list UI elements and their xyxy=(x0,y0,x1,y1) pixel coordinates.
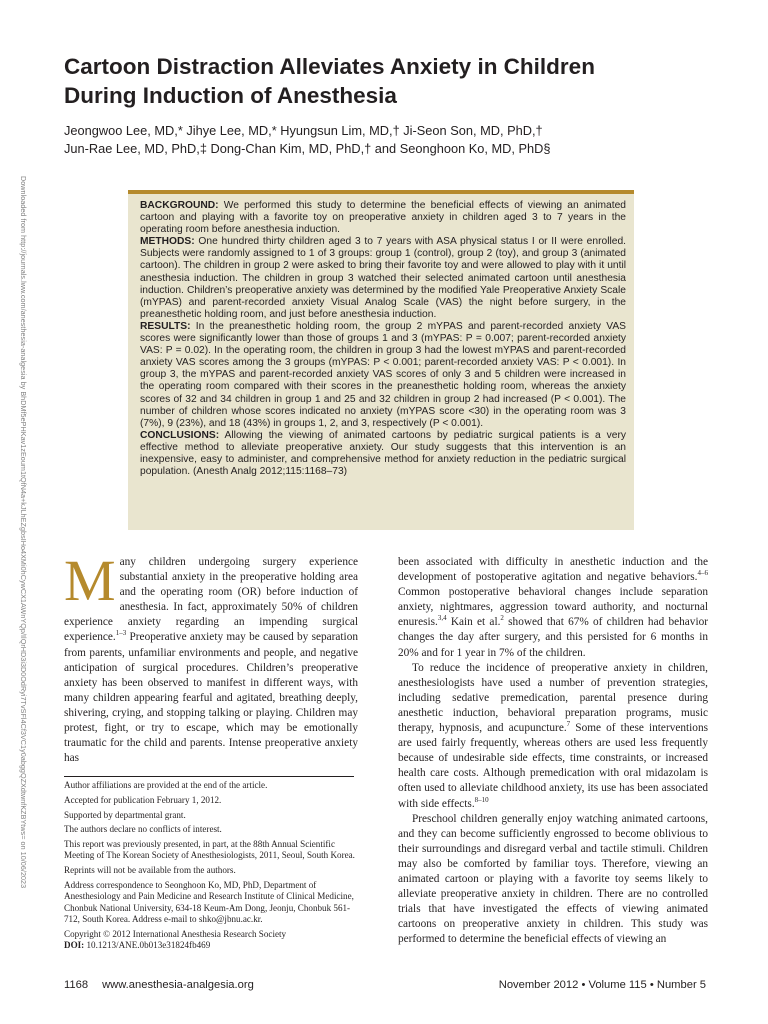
drop-cap: M xyxy=(64,548,116,613)
download-watermark-text: Downloaded from http://journals.lww.com/anesthesia-analgesia by BhDMf5ePHKav1zEoum1tQfN4a+kJLhEZgbsIHo4XMi0hCywCX1AWnYQp/IlQrHD3i3D0OdRyi7TvSFl4Cf3VC1y0abggQZXdtwnfKZBYtws= on 10/06/2023 xyxy=(19,176,28,889)
download-watermark xyxy=(18,176,28,889)
abstract-box xyxy=(128,190,634,530)
footnote-affiliations: Author affiliations are provided at the end of the article. xyxy=(64,780,268,790)
right-paragraph-1 xyxy=(398,555,708,661)
author-list xyxy=(64,122,724,158)
abstract-conclusions xyxy=(140,430,626,478)
body-column-left xyxy=(64,548,358,766)
footnote-correspondence: Address correspondence to Seonghoon Ko, MD, PhD, Department of Anesthesiology and Pain Medicine and Research Institute of Clinical Medicine, Chonbuk National University, 634-18 Keum-Am Dong, Jeonju, Chonbuk 561-712, South Korea. Address e-mail to shko@jbnu.ac.kr. xyxy=(64,880,354,924)
abstract-background-head: BACKGROUND: xyxy=(140,200,219,211)
abstract-background xyxy=(140,200,626,236)
citation-ref: 2 xyxy=(500,614,504,623)
right-paragraph-2 xyxy=(398,661,708,812)
citation-ref: 7 xyxy=(566,720,571,729)
abstract-results-head: RESULTS: xyxy=(140,320,191,332)
footnote-doi xyxy=(64,940,362,951)
footnote-accepted: Accepted for publication February 1, 2012. xyxy=(64,794,222,805)
footnote-copyright: Copyright © 2012 International Anesthesia Research Society xyxy=(64,928,287,939)
journal-website-link[interactable]: www.anesthesia-analgesia.org xyxy=(102,979,254,991)
abstract-results xyxy=(140,321,626,430)
intro-text-continued: Preoperative anxiety may be caused by separation from parents, unfamiliar environments and people, and negative anticipation of surgical procedures. Children’s preoperative anxiety has been observed to manifest in different ways, with many children appearing fearful and agitated, breathing deeply, shivering, crying, and stopping talking or playing. Children may protest, fight, or try to escape, which may be emotionally traumatic for the child and parents. Intense preoperative anxiety has xyxy=(64,631,358,765)
abstract-methods xyxy=(140,236,626,321)
citation-ref: 8–10 xyxy=(474,795,489,804)
abstract-conclusions-text: Allowing the viewing of animated cartoons by pediatric surgical patients is a very effective method to alleviate preoperative anxiety. Our study suggests that this intervention is an inexpensive, easy to administer, and comprehensive method for anxiety reduction in the pediatric surgical population. (Anesth Analg 2012;115:1168–73) xyxy=(140,429,626,478)
abstract-conclusions-head: CONCLUSIONS: xyxy=(140,429,220,441)
author-line-1: Jeongwoo Lee, MD,* Jihye Lee, MD,* Hyungsun Lim, MD,† Ji-Seon Son, MD, PhD,† xyxy=(64,123,543,138)
footnote-divider xyxy=(64,776,354,777)
abstract-results-text: In the preanesthetic holding room, the group 2 mYPAS and parent-recorded anxiety VAS scores were significantly lower than those of groups 1 and 3 (mYPAS: P = 0.007; parent-recorded anxiety VAS: P = 0.02). In the operating room, the children in group 3 had the lowest mYPAS and parent-recorded anxiety VAS scores among the 3 groups (mYPAS: P < 0.001; parent-recorded anxiety VAS: P < 0.001). In group 3, the mYPAS and parent-recorded anxiety VAS scores of only 3 and 5 children were increased in the operating room compared with their scores in the preanesthetic holding room, whereas the anxiety scores of 32 and 34 children in group 1 and 25 and 32 children in group 2 had increased (P < 0.001). The number of children whose scores indicated no anxiety (mYPAS score <30) in the operating room was 3 (7%), 9 (23%), and 18 (43%) in groups 1, 2, and 3, respectively (P < 0.001). xyxy=(140,320,626,429)
footnote-reprints: Reprints will not be available from the authors. xyxy=(64,865,236,876)
citation-ref: 3,4 xyxy=(437,614,447,623)
paragraph-text: Some of these interventions are used fairly frequently, whereas others are used less frequently because of undesirable side effects, time constraints, or increased health care costs. Although premedication with oral midazolam is often used to alleviate childhood anxiety, its use has been associated with side effects. xyxy=(398,722,708,810)
doi-label: DOI: xyxy=(64,940,85,951)
paragraph-text: showed that 67% of children had behavior changes the day after surgery, and this persisted for 6 months in 20% and for 1 year in 7% of the children. xyxy=(398,616,709,659)
abstract-methods-text: One hundred thirty children aged 3 to 7 years with ASA physical status I or II were enrolled. Subjects were randomly assigned to 1 of 3 groups: group 1 (control), group 2 (toy), and group 3 (animated cartoon). The children in group 2 were asked to bring their favorite toy and were allowed to play with it until anesthesia induction. The children in group 3 watched their selected animated cartoon until anesthesia induction. Children’s preoperative anxiety was determined by the modified Yale Preoperative Anxiety Scale (mYPAS) and parent-recorded anxiety Visual Analog Scale (VAS) the night before surgery, in the preanesthetic holding room, and just before anesthesia induction. xyxy=(140,236,626,320)
page-number: 1168 xyxy=(64,979,89,991)
article-title-line1: Cartoon Distraction Alleviates Anxiety in Children xyxy=(64,54,595,79)
body-column-right xyxy=(398,555,708,947)
footnote-presented: This report was previously presented, in part, at the 88th Annual Scientific Meeting of The Korean Society of Anesthesiologists, 2011, Seoul, South Korea. xyxy=(64,839,355,861)
footer-issue-info: November 2012 • Volume 115 • Number 5 xyxy=(498,979,706,991)
paragraph-text: Kain et al. xyxy=(446,616,501,629)
intro-text: any children undergoing surgery experience substantial anxiety in the preoperative holding area and the operating room (OR) before induction of anesthesia. In fact, approximately 50% of children experience anxiety regarding an impending surgical experience. xyxy=(64,556,358,644)
author-line-2: Jun-Rae Lee, MD, PhD,‡ Dong-Chan Kim, MD, PhD,† and Seonghoon Ko, MD, PhD§ xyxy=(64,141,551,156)
citation-ref: 1–3 xyxy=(115,629,127,638)
intro-paragraph-1 xyxy=(64,548,358,766)
footer-left xyxy=(64,979,254,991)
right-paragraph-3: Preschool children generally enjoy watching animated cartoons, and they can become sufficiently engrossed to become oblivious to their surroundings and disregard verbal and tactile stimuli. Children may also be comforted by familiar toys. Therefore, viewing an animated cartoon or playing with a favorite toy seems likely to alleviate preoperative anxiety in children. There are no controlled trials that have investigated the effects of viewing animated cartoons on preoperative anxiety in children. This study was performed to determine the beneficial effects of viewing an xyxy=(398,812,708,946)
paragraph-text: Common postoperative behavioral changes include separation anxiety, nightmares, aggression toward authority, and nocturnal enuresis. xyxy=(398,586,708,629)
paragraph-text: To reduce the incidence of preoperative anxiety in children, anesthesiologists have used a number of prevention strategies, including sedative premedication, parental presence during anesthetic induction, behavioral preparation programs, music therapy, hypnosis, and acupuncture. xyxy=(398,661,708,735)
article-title xyxy=(64,52,714,110)
abstract-methods-head: METHODS: xyxy=(140,236,195,248)
article-title-line2: During Induction of Anesthesia xyxy=(64,83,397,108)
footnotes-block xyxy=(64,780,362,955)
paragraph-text: been associated with difficulty in anesthetic induction and the development of postoperative agitation and negative behaviors. xyxy=(398,556,708,584)
abstract-background-text: We performed this study to determine the beneficial effects of viewing an animated cartoon and playing with a favorite toy on preoperative anxiety in children aged 3 to 7 years in the operating room before anesthesia induction. xyxy=(140,200,626,236)
footnote-conflicts: The authors declare no conflicts of interest. xyxy=(64,824,222,835)
doi-link[interactable]: 10.1213/ANE.0b013e31824fb469 xyxy=(84,940,211,951)
footnote-supported: Supported by departmental grant. xyxy=(64,809,186,820)
citation-ref: 4–6 xyxy=(697,569,708,578)
